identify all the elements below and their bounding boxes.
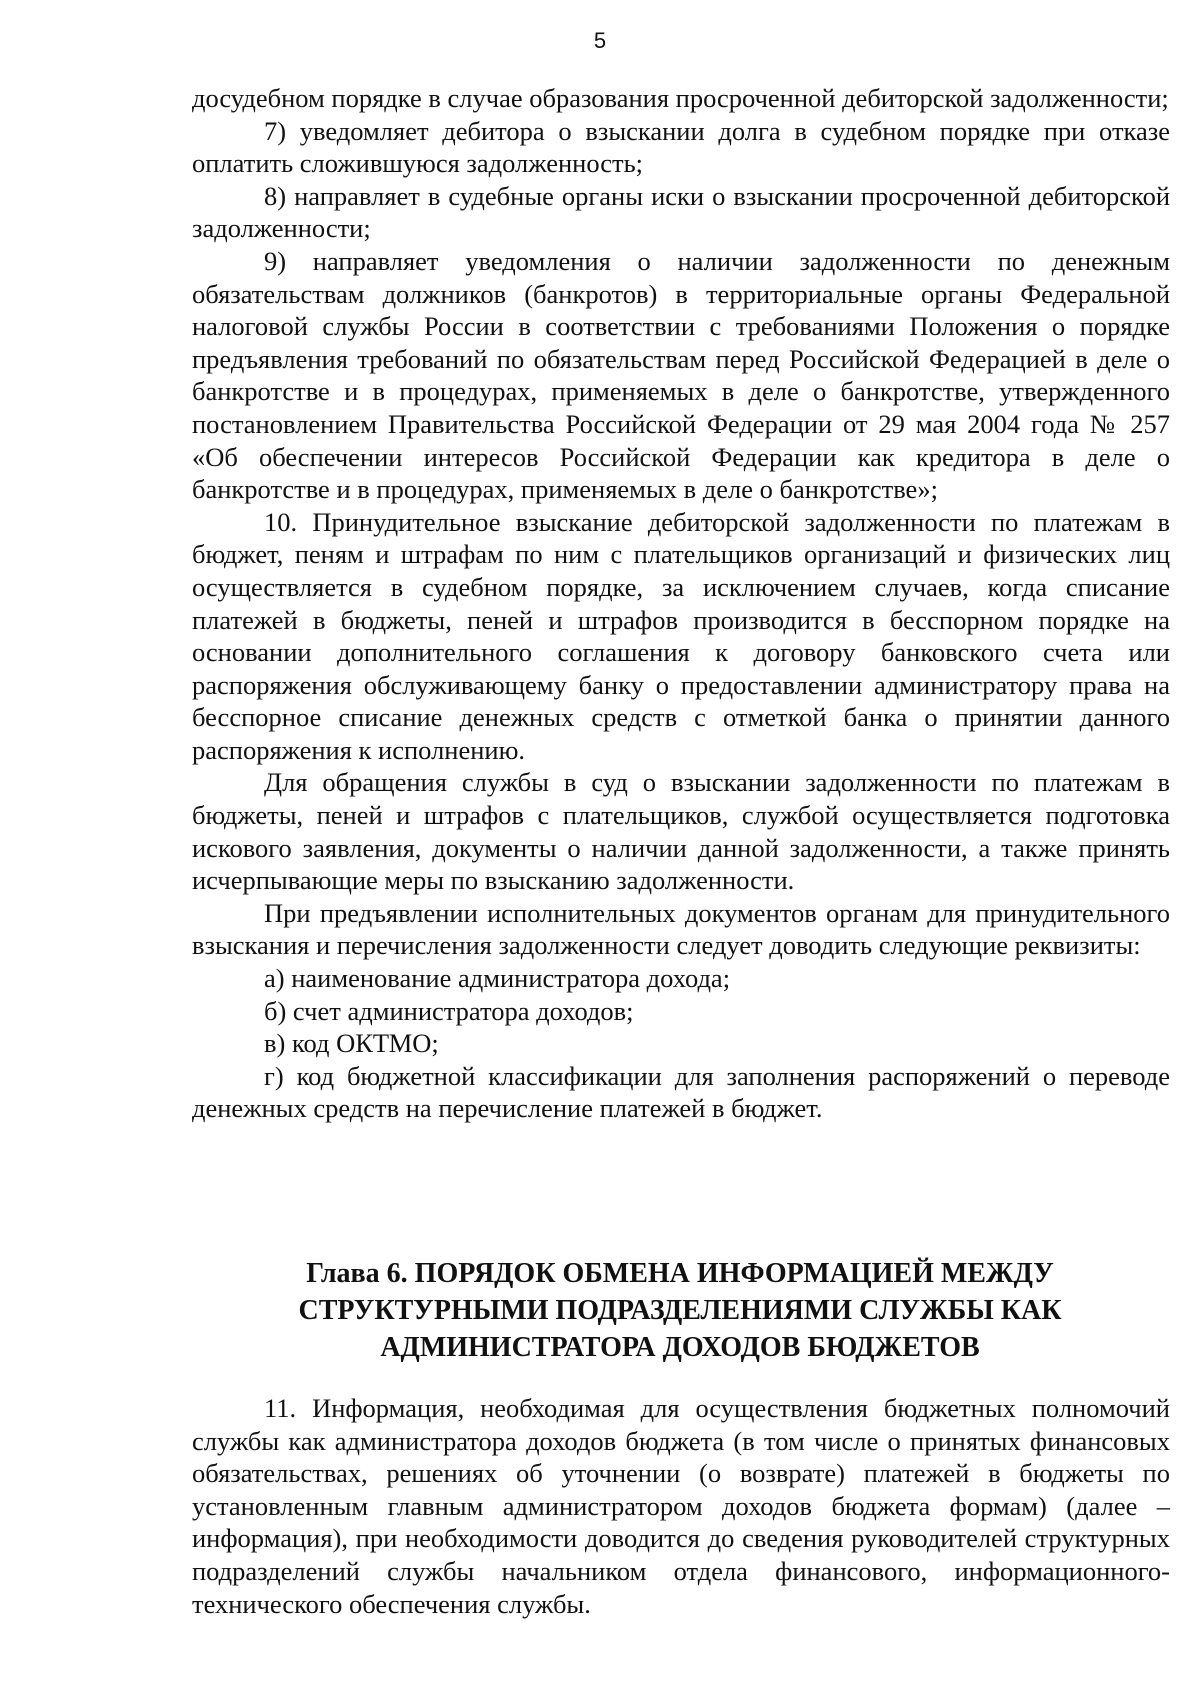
requisite-item-g: г) код бюджетной классификации для заполнения распоряжений о переводе денежных средств на перечисление платежей в бюджет. — [192, 1060, 1170, 1124]
paragraph-item-9: 9) направляет уведомления о наличии задолженности по денежным обязательствам должников (банкротов) в территориальные органы Федеральной налоговой службы России в соответствии с требованиями Положения о порядке предъявления требований по обязательствам перед Российской Федерацией в деле о банкротстве и в процедурах, применяемых в деле о банкротстве, утвержденного постановлением Правительства Российской Федерации от 29 мая 2004 года № 257 «Об обеспечении интересов Российской Федерации как кредитора в деле о банкротстве и в процедурах, применяемых в деле о банкротстве»; — [192, 245, 1170, 505]
requisite-item-a: а) наименование администратора дохода; — [264, 963, 731, 994]
requisite-item-b: б) счет администратора доходов; — [264, 995, 634, 1026]
chapter-heading: Глава 6. ПОРЯДОК ОБМЕНА ИНФОРМАЦИЕЙ МЕЖДУ СТРУКТУРНЫМИ ПОДРАЗДЕЛЕНИЯМИ СЛУЖБЫ КАК АДМИНИСТРАТОРА ДОХОДОВ БЮДЖЕТОВ — [298, 1258, 1062, 1363]
paragraph-item-7: 7) уведомляет дебитора о взыскании долга в судебном порядке при отказе оплатить сложившуюся задолженность; — [192, 115, 1170, 179]
paragraph-10: 10. Принудительное взыскание дебиторской задолженности по платежам в бюджет, пеням и штрафам по ним с плательщиков организаций и физических лиц осуществляется в судебном порядке, за исключением случаев, когда списание платежей в бюджеты, пеней и штрафов производится в бесспорном порядке на основании дополнительного соглашения к договору банковского счета или распоряжения обслуживающему банку о предоставлении администратору права на бесспорное списание денежных средств с отметкой банка о принятии данного распоряжения к исполнению. — [192, 506, 1170, 765]
paragraph-11: 11. Информация, необходимая для осуществления бюджетных полномочий службы как администратора доходов бюджета (в том числе о принятых финансовых обязательствах, решениях об уточнении (о возврате) платежей в бюджеты по установленным главным администратором доходов бюджета формам) (далее – информация), при необходимости доводится до сведения руководителей структурных подразделений службы начальником отдела финансового, информационного-технического обеспечения службы. — [192, 1393, 1170, 1619]
requisite-item-v: в) код ОКТМО; — [264, 1028, 439, 1059]
paragraph-item-8: 8) направляет в судебные органы иски о взыскании просроченной дебиторской задолженности; — [192, 180, 1170, 244]
page-number: 5 — [593, 28, 607, 53]
paragraph-continuation: досудебном порядке в случае образования просроченной дебиторской задолженности; — [192, 83, 1169, 113]
paragraph-court-appeal: Для обращения службы в суд о взыскании задолженности по платежам в бюджеты, пеней и штрафов с плательщиков, службой осуществляется подготовка искового заявления, документы о наличии данной задолженности, а также принять исчерпывающие меры по взысканию задолженности. — [192, 767, 1170, 896]
document-body — [192, 82, 1170, 1125]
paragraph-enforcement-documents: При предъявлении исполнительных документов органам для принудительного взыскания и перечисления задолженности следует доводить следующие реквизиты: — [192, 897, 1170, 961]
